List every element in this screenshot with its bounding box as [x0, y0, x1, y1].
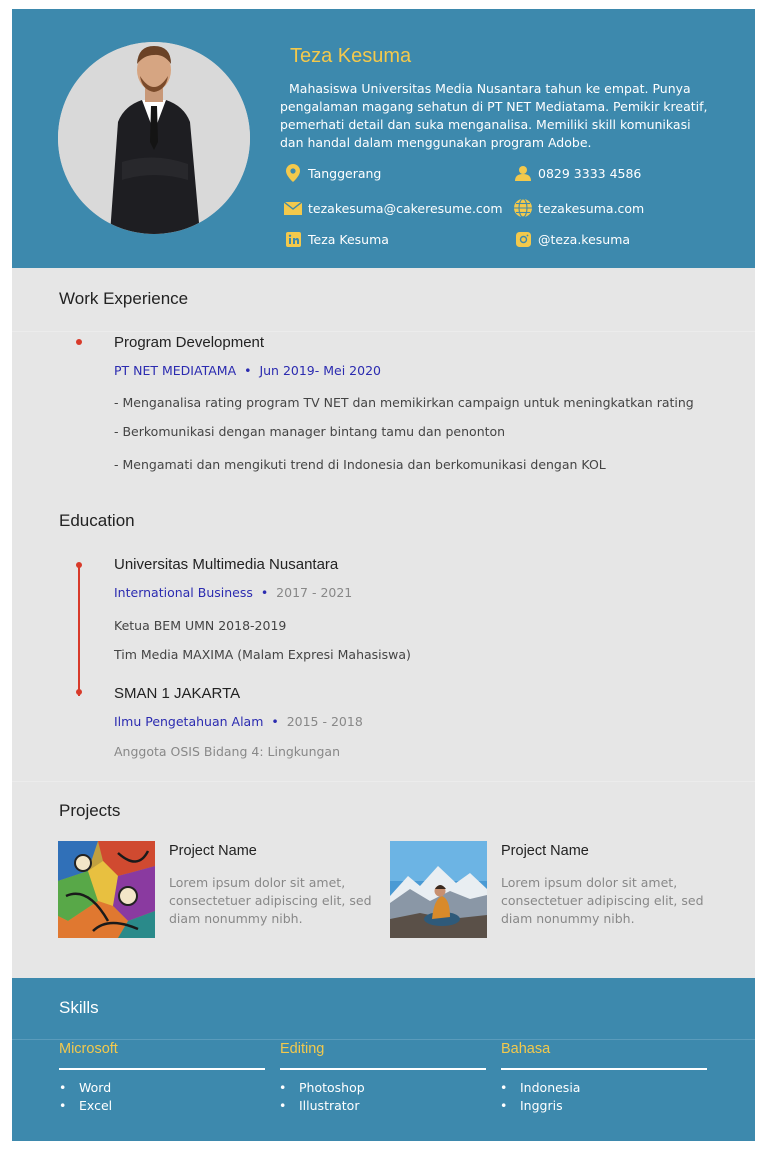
skill-underline: [280, 1068, 486, 1070]
edu-school: SMAN 1 JAKARTA: [114, 685, 241, 702]
edu-note: Ketua BEM UMN 2018-2019: [114, 618, 287, 633]
project-name[interactable]: Project Name: [501, 843, 589, 859]
section-divider: [12, 781, 755, 782]
person-icon: [512, 162, 534, 184]
job-point: - Berkomunikasi dengan manager bintang tamu dan penonton: [114, 424, 506, 439]
edu-note: Tim Media MAXIMA (Malam Expresi Mahasiswa): [114, 647, 411, 662]
skill-list: [279, 1079, 365, 1115]
projects-section-title: Projects: [59, 801, 121, 820]
profile-header: [12, 9, 755, 268]
job-meta: [114, 363, 381, 378]
profile-photo: [58, 42, 250, 234]
linkedin-icon: [282, 228, 304, 250]
skill-item: • Word: [59, 1079, 112, 1097]
contact-linkedin[interactable]: [282, 228, 389, 250]
skill-category: Microsoft: [59, 1041, 118, 1057]
skill-underline: [59, 1068, 265, 1070]
location-text: Tanggerang: [308, 165, 382, 181]
instagram-icon: [512, 228, 534, 250]
section-divider: [12, 331, 755, 332]
contact-location: [282, 162, 381, 184]
timeline-dot: [76, 339, 82, 345]
skill-item: • Illustrator: [279, 1097, 365, 1115]
project-description: Lorem ipsum dolor sit amet, consectetuer adipiscing elit, sed diam nonummy nibh.: [169, 875, 372, 926]
instagram-text[interactable]: @teza.kesuma: [538, 231, 631, 247]
edu-major: International Business: [114, 585, 253, 600]
linkedin-text[interactable]: Teza Kesuma: [308, 231, 389, 247]
education-timeline: [78, 566, 80, 696]
website-text[interactable]: tezakesuma.com: [538, 200, 645, 216]
skill-category: Bahasa: [501, 1041, 551, 1057]
job-point: - Menganalisa rating program TV NET dan memikirkan campaign untuk meningkatkan rating: [114, 395, 694, 410]
skill-list: [59, 1079, 112, 1115]
work-section-title: Work Experience: [59, 289, 189, 308]
job-period: Jun 2019- Mei 2020: [259, 363, 381, 378]
edu-note: Anggota OSIS Bidang 4: Lingkungan: [114, 744, 341, 759]
timeline-dot: [76, 689, 82, 695]
timeline-dot: [76, 562, 82, 568]
profile-bio: Mahasiswa Universitas Media Nusantara tahun ke empat. Punya pengalaman magang sehatun di PT NET Mediatama. Pemikir kreatif, pemerhati detail dan suka menganalisa. Memiliki skill komunikasi dan handal dalam menggunakan program Adobe.: [280, 81, 708, 150]
skill-item: • Indonesia: [500, 1079, 580, 1097]
skill-category: Editing: [280, 1041, 325, 1057]
edu-meta: [114, 714, 363, 729]
section-divider: [12, 1039, 755, 1040]
contact-phone: [512, 162, 641, 184]
education-section-title: Education: [59, 511, 135, 530]
project-name[interactable]: Project Name: [169, 843, 257, 859]
email-text[interactable]: tezakesuma@cakeresume.com: [308, 200, 503, 216]
edu-period: 2017 - 2021: [276, 585, 353, 600]
person-portrait-image: [58, 42, 250, 234]
profile-name: Teza Kesuma: [290, 45, 412, 67]
phone-text: 0829 3333 4586: [538, 165, 642, 181]
meta-separator: •: [267, 714, 283, 729]
mail-icon: [282, 197, 304, 219]
project-thumbnail[interactable]: [58, 841, 155, 938]
job-position: Program Development: [114, 334, 265, 351]
job-point: - Mengamati dan mengikuti trend di Indonesia dan berkomunikasi dengan KOL: [114, 457, 606, 472]
skills-section-title: Skills: [59, 998, 99, 1017]
edu-period: 2015 - 2018: [286, 714, 363, 729]
edu-major: Ilmu Pengetahuan Alam: [114, 714, 264, 729]
project-description: Lorem ipsum dolor sit amet, consectetuer adipiscing elit, sed diam nonummy nibh.: [501, 875, 704, 926]
contact-email[interactable]: [282, 197, 503, 219]
skill-item: • Excel: [59, 1097, 112, 1115]
skill-item: • Inggris: [500, 1097, 580, 1115]
contact-website[interactable]: [512, 197, 644, 219]
resume-page: [12, 9, 755, 1141]
contact-instagram[interactable]: [512, 228, 630, 250]
skill-underline: [501, 1068, 707, 1070]
graffiti-art-image: [58, 841, 155, 938]
edu-meta: [114, 585, 352, 600]
mountain-hiker-image: [390, 841, 487, 938]
skill-item: • Photoshop: [279, 1079, 365, 1097]
skills-section: [12, 978, 755, 1141]
edu-school: Universitas Multimedia Nusantara: [114, 556, 339, 573]
meta-separator: •: [240, 363, 256, 378]
project-thumbnail[interactable]: [390, 841, 487, 938]
skill-list: [500, 1079, 580, 1115]
job-company: PT NET MEDIATAMA: [114, 363, 237, 378]
location-pin-icon: [282, 162, 304, 184]
globe-icon: [512, 197, 534, 219]
meta-separator: •: [256, 585, 273, 600]
